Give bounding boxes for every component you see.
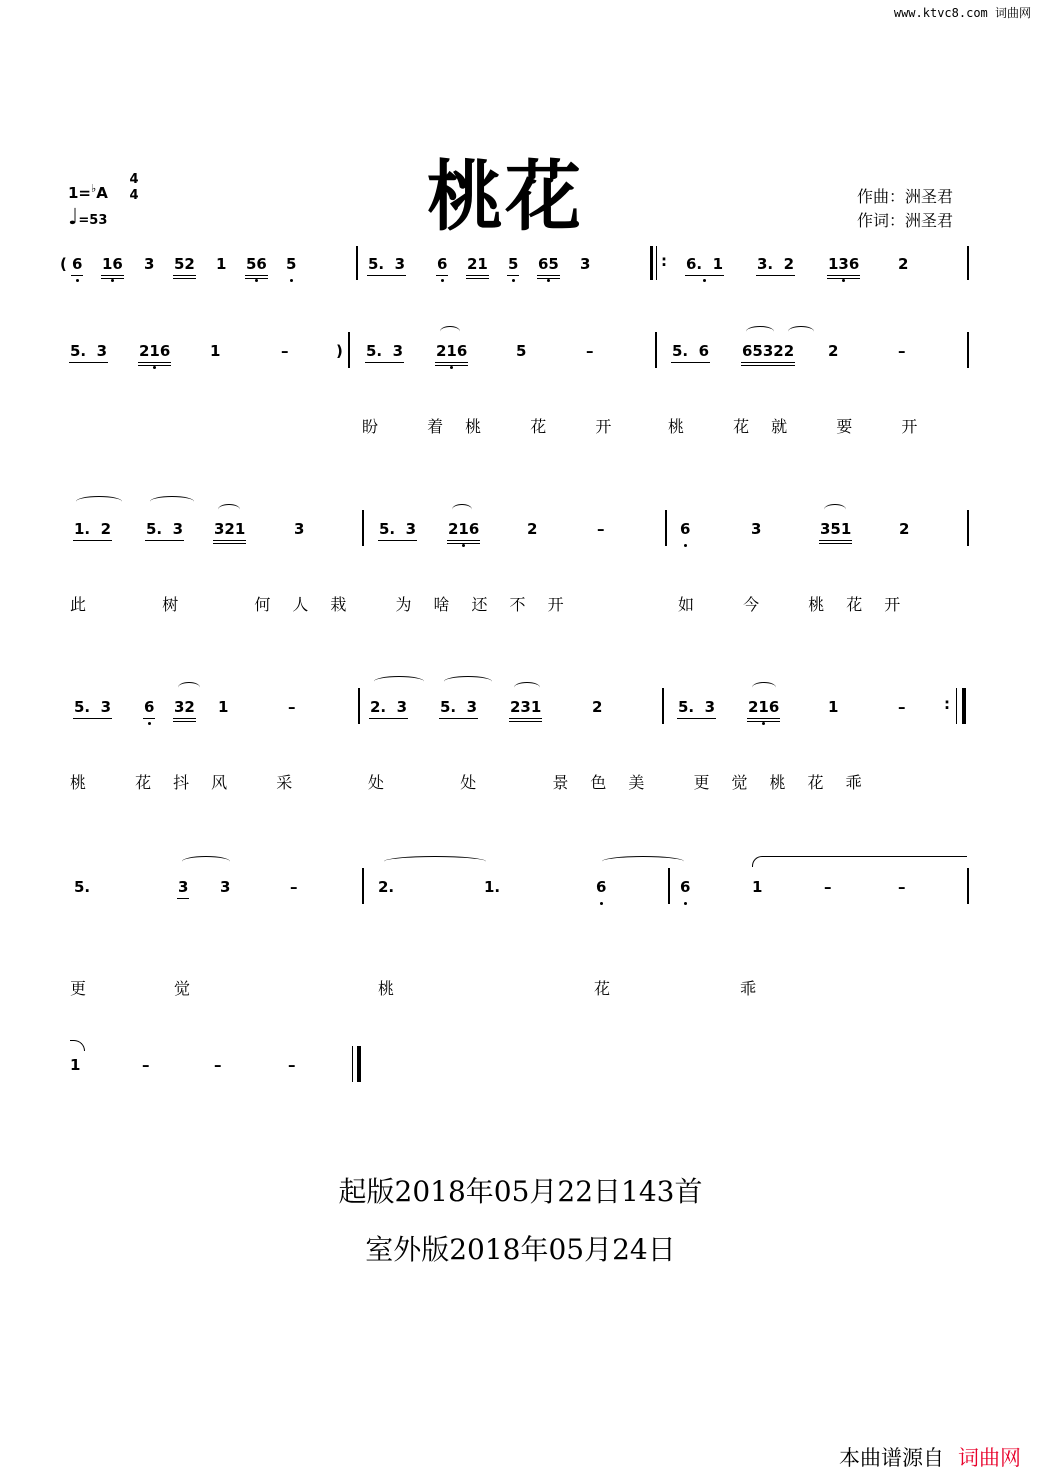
key-signature: 1=♭A [68,182,108,202]
note: 1 [828,698,839,716]
slur [150,496,194,507]
note: – [290,878,298,896]
note: 6 [144,698,154,716]
slur [746,326,774,337]
note: 351 [820,520,852,538]
note: 2. 3 [370,698,408,716]
note: 16 [102,255,123,273]
source-credit[interactable]: 本曲谱源自 词曲网 [839,1446,1021,1470]
note: – [898,342,906,360]
barline [662,688,664,724]
note: 1 [218,698,229,716]
barline [362,868,364,904]
slur [788,326,814,337]
note: 5. 3 [74,698,112,716]
note: 136 [828,255,859,273]
slur [178,682,200,693]
note: 2 [527,520,538,538]
note: 216 [139,342,170,360]
note: 5. 3 [366,342,404,360]
lyric-line-5: 更 觉 桃 花 乖 [70,979,757,998]
note: 5. 3 [440,698,478,716]
barline [967,246,969,280]
note: – [597,520,605,538]
lyric-line-3: 此 树 何人栽 为啥还不开 [70,595,586,614]
notation-paren: ) [336,342,343,360]
repeat-start [656,246,657,280]
slur [752,856,967,867]
note: 6 [680,520,690,538]
note: 21 [467,255,488,273]
note: 3 [220,878,231,896]
slur [76,496,122,507]
note: 5. [74,878,91,896]
note: 216 [448,520,479,538]
barline [668,868,670,904]
score-row-3 [0,510,1041,570]
note: – [288,698,296,716]
lyric-line-4: 桃 花抖风 采 [70,773,315,792]
note: 2 [899,520,910,538]
note: 2 [898,255,909,273]
slur [70,1040,85,1051]
note: 2. [378,878,395,896]
repeat-end [956,688,957,724]
note: 1. [484,878,501,896]
site-name[interactable]: 词曲网 [958,1446,1021,1470]
note: 5. 3 [70,342,108,360]
note: – [281,342,289,360]
note: 32 [174,698,195,716]
slur [182,856,230,867]
lyric-line-3b: 如 今 桃花开 [678,595,923,614]
note: 65322 [742,342,795,360]
notation-paren: ( [60,255,67,273]
slur [514,682,540,693]
slur [440,326,460,337]
slur [452,504,472,515]
barline [665,510,667,546]
slur [752,682,776,693]
note: 1 [210,342,221,360]
repeat-end [962,688,966,724]
note: 5. 6 [672,342,710,360]
repeat-start [650,246,653,280]
time-signature: 4 4 [129,172,139,203]
lyric-line-2b: 桃 花就 要 开 [668,417,940,436]
barline [348,332,350,368]
note: 6 [437,255,447,273]
score-row-2 [0,332,1041,392]
lyric-line-2a: 盼 着桃 花 开 [362,417,634,436]
note: 5 [508,255,518,273]
footer-line-2: 室外版2018年05月24日 [365,1233,676,1266]
note: 216 [436,342,467,360]
note: 5 [286,255,296,273]
lyricist-credit: 作词：洲圣君 [857,211,954,230]
note: 231 [510,698,542,716]
note: – [586,342,594,360]
note: 3 [144,255,155,273]
note: 216 [748,698,779,716]
note: – [824,878,832,896]
note: 6 [680,878,690,896]
tempo-mark: ♩=53 [68,205,108,230]
song-title: 桃花 [427,152,583,241]
watermark: www.ktvc8.com 词曲网 [893,6,1031,20]
slur [824,504,846,515]
note: 321 [214,520,246,538]
note: – [288,1056,296,1074]
note: 52 [174,255,195,273]
note: – [142,1056,150,1074]
note: 5. 3 [368,255,406,273]
note: 56 [246,255,267,273]
barline [358,688,360,724]
note: 3 [580,255,591,273]
barline [362,510,364,546]
note: 2 [828,342,839,360]
note: – [898,878,906,896]
score-row-1 [0,246,1041,306]
repeat-dots: : [661,252,667,270]
barline [967,510,969,546]
note: 5. 3 [379,520,417,538]
note: 1 [752,878,763,896]
repeat-dots: : [944,695,950,713]
note: 6 [72,255,82,273]
barline [967,332,969,368]
slur [384,856,486,867]
composer-credit: 作曲：洲圣君 [857,187,954,206]
note: 1 [70,1056,81,1074]
note: 3. 2 [757,255,795,273]
note: 5. 3 [678,698,716,716]
note: 1. 2 [74,520,112,538]
note: 6. 1 [686,255,723,273]
footer-line-1: 起版2018年05月22日143首 [338,1175,703,1208]
note: 65 [538,255,559,273]
slur [374,676,424,687]
score-row-4 [0,688,1041,748]
final-barline [352,1046,353,1082]
note: 3 [294,520,305,538]
score-row-6 [0,1046,1041,1106]
score-row-5 [0,868,1041,928]
lyric-line-4b: 处 处 景色美 更觉桃花乖 [368,773,884,792]
note: – [898,698,906,716]
slur [444,676,492,687]
barline [356,246,358,280]
note: 3 [751,520,762,538]
note: 2 [592,698,603,716]
slur [602,856,684,867]
note: 3 [178,878,189,896]
note: – [214,1056,222,1074]
note: 1 [216,255,227,273]
note: 6 [596,878,606,896]
slur [218,504,240,515]
final-barline [357,1046,361,1082]
barline [655,332,657,368]
note: 5. 3 [146,520,184,538]
barline [967,868,969,904]
note: 5 [516,342,527,360]
